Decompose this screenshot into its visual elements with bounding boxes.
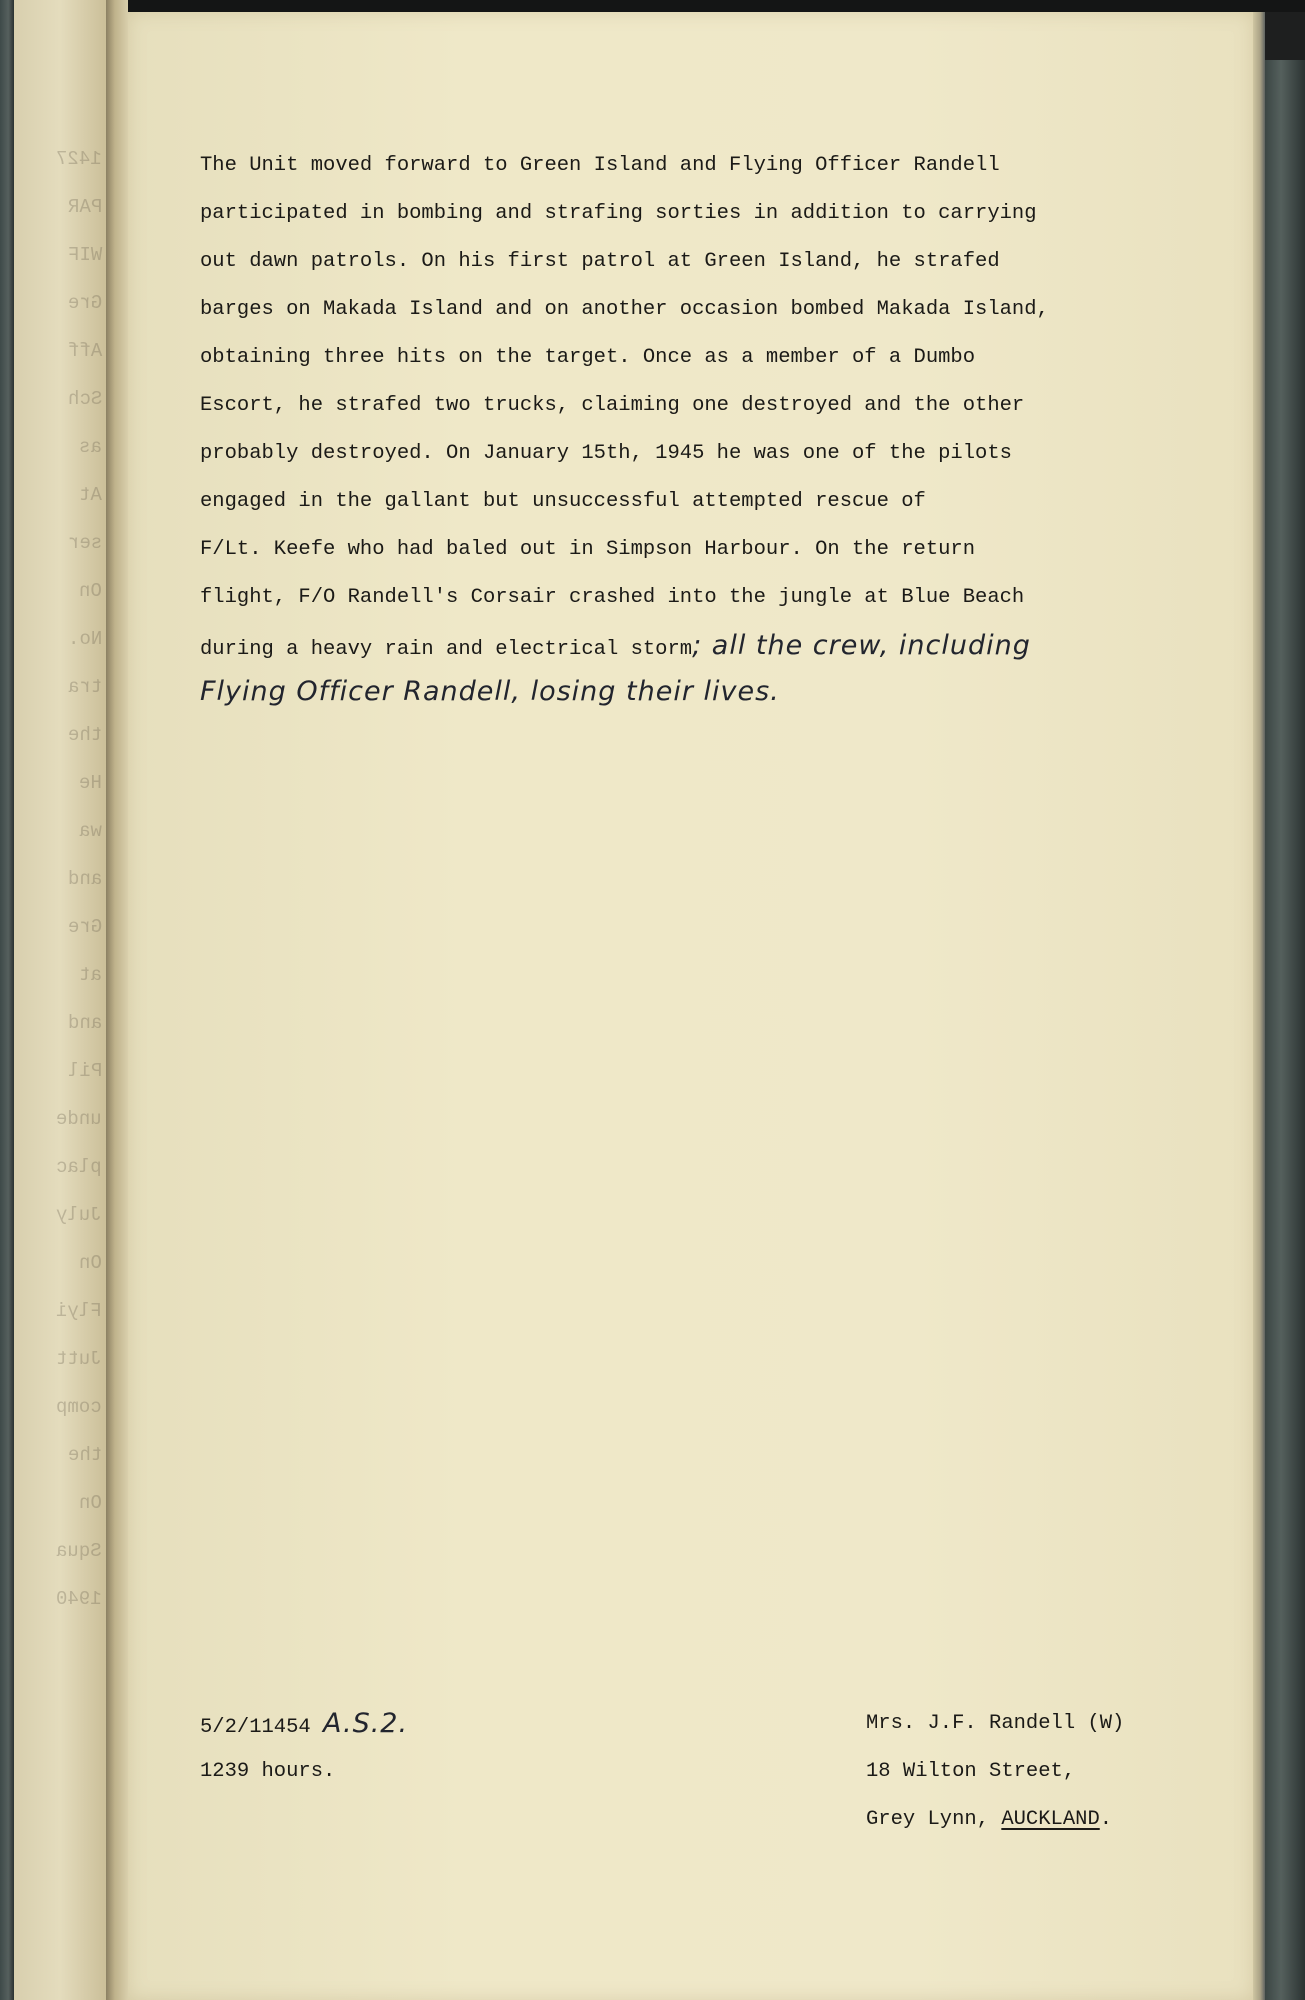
top-shadow xyxy=(128,0,1305,12)
text-line: The Unit moved forward to Green Island and Flying Officer Randell xyxy=(200,154,1000,177)
document-page xyxy=(128,12,1253,2000)
page-edge-right xyxy=(1253,12,1265,2000)
city-suffix: . xyxy=(1099,1808,1113,1831)
file-number-line xyxy=(200,1700,408,1748)
margin-fragment: PAR xyxy=(67,196,102,218)
next-of-kin-address xyxy=(866,1700,1124,1844)
margin-fragment: and xyxy=(67,1012,102,1034)
hours-line: 1239 hours. xyxy=(200,1760,336,1783)
margin-fragment: Sch xyxy=(67,388,102,410)
file-reference xyxy=(200,1700,408,1796)
text-line: F/Lt. Keefe who had baled out in Simpson Harbour. On the return xyxy=(200,538,976,561)
text-line: obtaining three hits on the target. Once as a member of a Dumbo xyxy=(200,346,976,369)
book-binding-left xyxy=(0,0,14,2000)
margin-fragment: Gre xyxy=(67,292,102,314)
margin-fragment: ser xyxy=(67,532,102,554)
file-number: 5/2/11454 xyxy=(200,1716,311,1739)
text-line: participated in bombing and strafing sorties in addition to carrying xyxy=(200,202,1037,225)
text-line: Escort, he strafed two trucks, claiming one destroyed and the other xyxy=(200,394,1025,417)
suburb: Grey Lynn, xyxy=(866,1808,1002,1831)
margin-fragment: On xyxy=(79,1252,102,1274)
typed-paragraph xyxy=(200,142,1240,670)
text-line: engaged in the gallant but unsuccessful attempted rescue of xyxy=(200,490,926,513)
city-line xyxy=(866,1796,1124,1844)
margin-fragment: comp xyxy=(56,1396,102,1418)
handwritten-line: Flying Officer Randell, losing their lives. xyxy=(200,676,780,707)
margin-fragment: as xyxy=(79,436,102,458)
text-line: probably destroyed. On January 15th, 1945 he was one of the pilots xyxy=(200,442,1012,465)
city: AUCKLAND xyxy=(1001,1808,1100,1831)
margin-fragment: the xyxy=(67,724,102,746)
text-line-final xyxy=(200,622,1240,670)
margin-fragment: WIF xyxy=(67,244,102,266)
margin-fragment: Pil xyxy=(67,1060,102,1082)
margin-fragment: tra xyxy=(67,676,102,698)
margin-fragment: He xyxy=(79,772,102,794)
margin-fragment: On xyxy=(79,580,102,602)
margin-fragment: unde xyxy=(56,1108,102,1130)
margin-fragment: Squa xyxy=(56,1540,102,1562)
text-line: flight, F/O Randell's Corsair crashed into the jungle at Blue Beach xyxy=(200,586,1025,609)
handwritten-addition: ; all the crew, including xyxy=(692,630,1031,661)
recipient-name: Mrs. J.F. Randell (W) xyxy=(866,1712,1125,1735)
margin-fragment: Jutt xyxy=(56,1348,102,1370)
typed-fragment: during a heavy rain and electrical storm xyxy=(200,638,693,661)
text-line: barges on Makada Island and on another occasion bombed Makada Island, xyxy=(200,298,1049,321)
margin-fragment: at xyxy=(79,964,102,986)
street-line: 18 Wilton Street, xyxy=(866,1760,1076,1783)
file-handwritten-code: A.S.2. xyxy=(323,1708,409,1739)
previous-page-edge xyxy=(14,0,106,2000)
margin-fragment: and xyxy=(67,868,102,890)
page-gutter xyxy=(106,0,128,2000)
margin-fragment: On xyxy=(79,1492,102,1514)
margin-fragment: Gre xyxy=(67,916,102,938)
book-binding-right xyxy=(1265,60,1305,2000)
margin-fragment: No. xyxy=(67,628,102,650)
margin-fragment: July xyxy=(56,1204,102,1226)
text-line: out dawn patrols. On his first patrol at Green Island, he strafed xyxy=(200,250,1000,273)
margin-fragment: the xyxy=(67,1444,102,1466)
margin-fragment: wa xyxy=(79,820,102,842)
margin-fragment: At xyxy=(79,484,102,506)
margin-fragment: 1940 xyxy=(56,1588,102,1610)
margin-fragment: 1427 xyxy=(56,148,102,170)
margin-fragment: Flyi xyxy=(56,1300,102,1322)
margin-fragment: plac xyxy=(56,1156,102,1178)
margin-fragment: Aff xyxy=(67,340,102,362)
